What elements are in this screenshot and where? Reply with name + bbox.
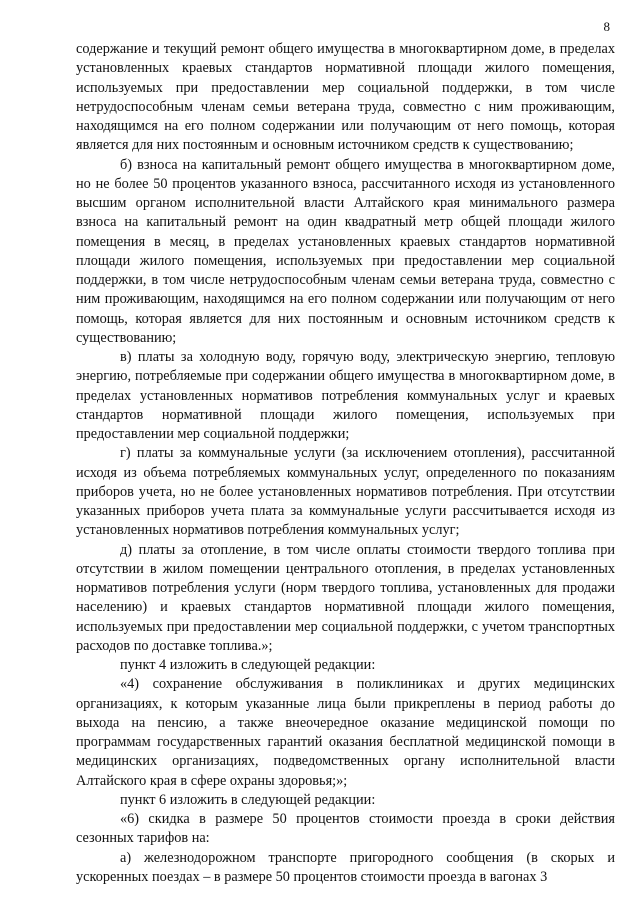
paragraph-item-b: б) взноса на капитальный ремонт общего имущества в многоквартирном доме, но не более 50 процентов указанного взноса, рассчитанного исходя из установленного высшим органом исполнительной власти Алтайского края минимального размера взноса на капитальный ремонт на один квадратный метр общей площади жилого помещения в месяц, в пределах установленных краевых стандартов нормативной площади жилого помещения, используемых при предоставлении мер социальной поддержки, в том числе нетрудоспособным членам семьи ветерана труда, совместно с ним проживающим, находящимся на его полном содержании или получающим от него помощь, которая является для них постоянным и основным источником средств к существованию;	[76, 156, 615, 346]
paragraph-item-v: в) платы за холодную воду, горячую воду, электрическую энергию, тепловую энергию, потребляемые при содержании общего имущества в многоквартирном доме, в пределах установленных нормативов потребления коммунальных услуг и краевых стандартов нормативной площади жилого помещения, используемых при предоставлении мер социальной поддержки;	[76, 349, 615, 442]
paragraph-item-a: а) железнодорожном транспорте пригородного сообщения (в скорых и ускоренных поездах – в размере 50 процентов стоимости проезда в вагонах 3	[76, 849, 615, 885]
paragraph-point-6-intro: пункт 6 изложить в следующей редакции:	[120, 791, 376, 808]
paragraph-item-g: г) платы за коммунальные услуги (за исключением отопления), рассчитанной исходя из объема потребляемых коммунальных услуг, определенного по показаниям приборов учета, но не более установленных нормативов потребления. При отсутствии указанных приборов учета плата за коммунальные услуги рассчитывается исходя из установленных нормативов потребления коммунальных услуг;	[76, 445, 615, 539]
paragraph-item-d: д) платы за отопление, в том числе оплаты стоимости твердого топлива при отсутствии в жилом помещении центрального отопления, в пределах установленных нормативов потребления услуги (норм твердого топлива, установленных для продажи населению) и краевых стандартов нормативной площади жилого помещения, используемых при предоставлении мер социальной поддержки, с учетом транспортных расходов по доставке топлива.»;	[76, 541, 615, 654]
page-number: 8	[603, 19, 610, 34]
document-body	[76, 40, 615, 887]
paragraph-point-4-intro: пункт 4 изложить в следующей редакции:	[120, 657, 376, 673]
paragraph-point-6-text: «6) скидка в размере 50 процентов стоимости проезда в сроки действия сезонных тарифов на:	[76, 811, 615, 847]
paragraph-continuation: содержание и текущий ремонт общего имущества в многоквартирном доме, в пределах установленных краевых стандартов нормативной площади жилого помещения, используемых при предоставлении мер социальной поддержки, в том числе нетрудоспособным членам семьи ветерана труда, совместно с ним проживающим, находящимся на его полном содержании или получающим от него помощь, которая является для них постоянным и основным источником средств к существованию;	[76, 41, 615, 154]
paragraph-point-4-text: «4) сохранение обслуживания в поликлиниках и других медицинских организациях, к которым указанные лица были прикреплены в период работы до выхода на пенсию, а также внеочередное оказание медицинской помощи по программам государственных гарантий оказания бесплатной медицинской помощи в медицинских организациях, подведомственных органу исполнительной власти Алтайского края в сфере охраны здоровья;»;	[76, 676, 615, 789]
